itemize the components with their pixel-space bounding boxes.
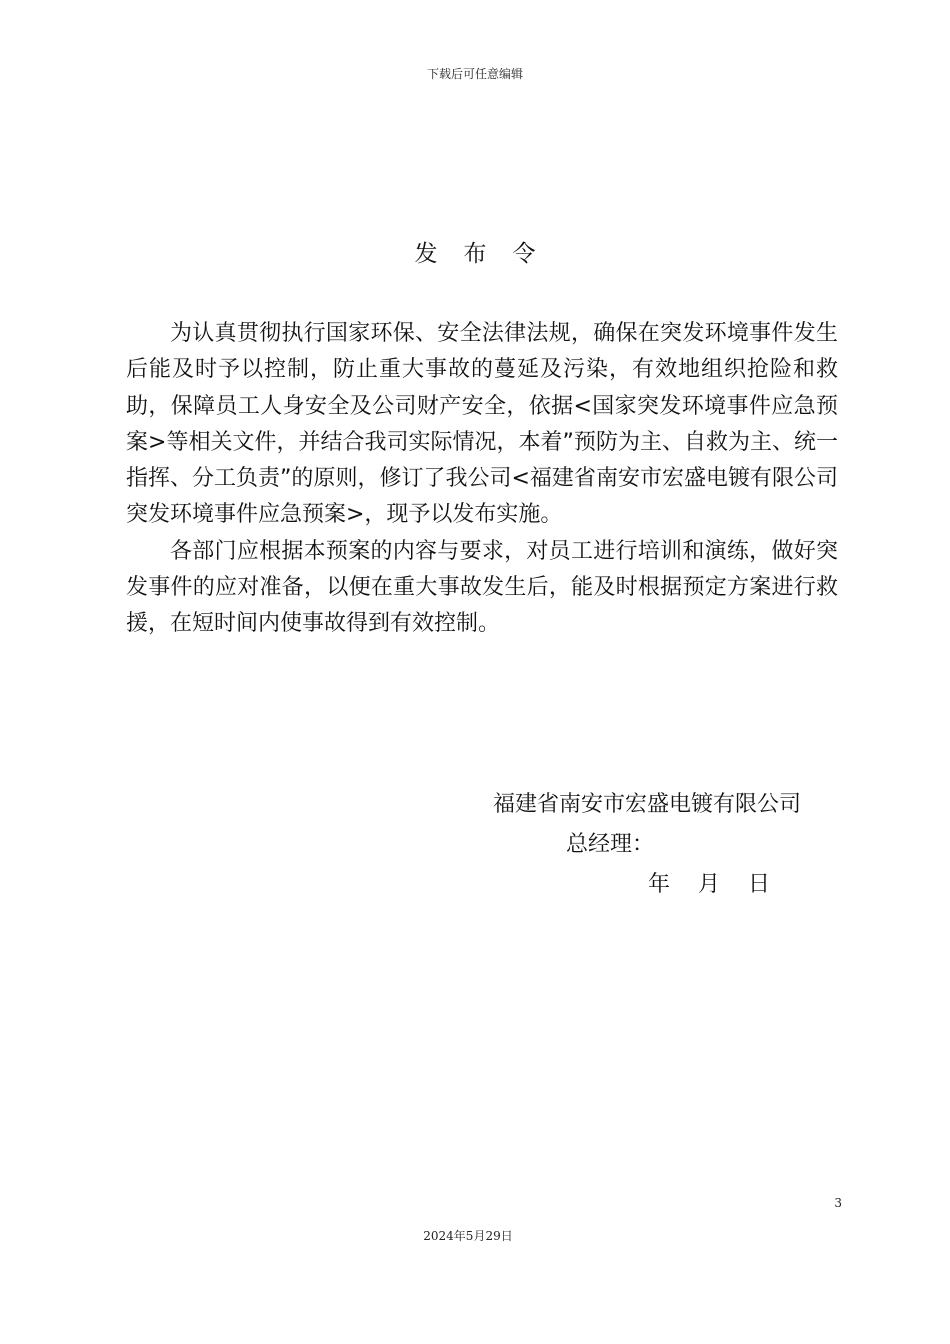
page-number: 3: [834, 1196, 842, 1210]
footer-date: 2024年5月29日: [423, 1229, 513, 1243]
document-title: 发布令: [414, 241, 562, 267]
signature-date-line: 年 月 日: [648, 872, 770, 897]
body-paragraph-2: 各部门应根据本预案的内容与要求，对员工进行培训和演练，做好突发事件的应对准备，以便在重大事故发生后，能及时根据预定方案进行救援，在短时间内使事故得到有效控制。: [126, 538, 838, 637]
signature-company: 福建省南安市宏盛电镀有限公司: [493, 792, 802, 817]
signature-manager-label: 总经理：: [566, 832, 655, 857]
document-body: [126, 316, 838, 643]
body-paragraph-1: 为认真贯彻执行国家环保、安全法律法规，确保在突发环境事件发生后能及时予以控制，防止重大事故的蔓延及污染，有效地组织抢险和救助，保障员工人身安全及公司财产安全，依据<国家突发环境事件应急预案>等相关文件，并结合我司实际情况，本着”预防为主、自救为主、统一指挥、分工负责”的原则，修订了我公司<福建省南安市宏盛电镀有限公司突发环境事件应急预案>，现予以发布实施。: [126, 321, 838, 528]
header-note: 下载后可任意编辑: [426, 67, 523, 81]
